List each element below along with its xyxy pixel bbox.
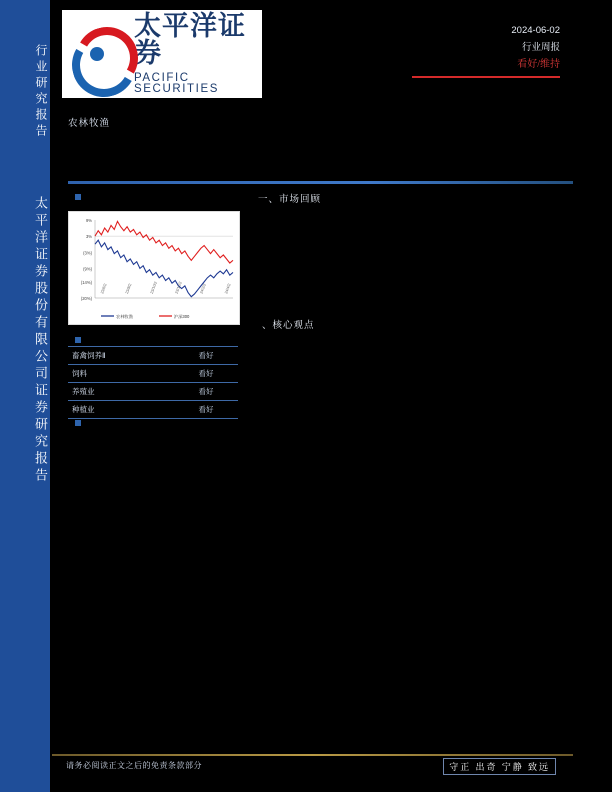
table-row (68, 365, 238, 383)
section-title-core-view: 、核心观点 (262, 321, 315, 331)
report-date: 2024-06-02 (511, 25, 560, 36)
table-row (68, 401, 238, 419)
svg-text:(20%): (20%) (80, 296, 92, 301)
svg-text:23/6/2: 23/6/2 (100, 283, 108, 295)
rating-industry-name: 饲料 (68, 365, 174, 383)
svg-text:23/8/2: 23/8/2 (124, 283, 133, 295)
sidebar-label-top: 行业研究报告 (34, 44, 48, 140)
rating-value: 看好 (174, 365, 238, 383)
rating-industry-name: 畜禽饲养Ⅱ (68, 347, 174, 365)
rating-value: 看好 (174, 347, 238, 365)
svg-text:(14%): (14%) (80, 279, 92, 285)
rating-industry-name: 种植业 (68, 401, 174, 419)
sidebar-band (0, 0, 50, 792)
svg-text:农林牧渔: 农林牧渔 (116, 313, 133, 319)
table-row (68, 383, 238, 401)
performance-chart (68, 211, 240, 325)
svg-text:24/4/2: 24/4/2 (224, 283, 232, 295)
svg-text:23/12/2: 23/12/2 (174, 281, 183, 295)
logo-text (134, 10, 262, 96)
svg-text:沪深300: 沪深300 (174, 313, 190, 319)
svg-text:(3%): (3%) (83, 250, 92, 256)
svg-text:3%: 3% (85, 234, 92, 240)
sidebar-label-bottom: 太平洋证券股份有限公司证券研究报告 (33, 196, 48, 485)
industry-rating-table (68, 346, 238, 419)
bullet-marker-3 (75, 420, 81, 426)
industry-label: 农林牧渔 (68, 119, 111, 129)
logo-box (62, 10, 262, 98)
rating-badge: 看好/维持 (517, 59, 560, 70)
header-meta (320, 22, 560, 78)
performance-chart-svg (69, 212, 239, 324)
svg-text:23/10/2: 23/10/2 (149, 281, 158, 295)
header-divider (68, 181, 573, 184)
footer-slogan: 守正 出奇 宁静 致远 (443, 758, 556, 775)
svg-text:(9%): (9%) (83, 266, 92, 272)
logo-chinese-name: 太平洋证券 (134, 10, 246, 68)
logo-english-name: PACIFIC SECURITIES (134, 71, 220, 95)
svg-text:24/2/2: 24/2/2 (199, 283, 207, 295)
bullet-marker-2 (75, 337, 81, 343)
rating-industry-name: 养殖业 (68, 383, 174, 401)
rating-value: 看好 (174, 383, 238, 401)
footer-divider (52, 754, 573, 756)
svg-text:9%: 9% (85, 218, 92, 223)
table-row (68, 347, 238, 365)
header-accent-rule (412, 76, 560, 78)
footer-disclaimer: 请务必阅读正文之后的免责条款部分 (66, 761, 202, 770)
pacific-securities-logo-icon (70, 25, 128, 83)
bullet-marker-1 (75, 194, 81, 200)
section-title-market-review: 一、市场回顾 (258, 195, 322, 205)
report-type: 行业周报 (521, 42, 560, 53)
rating-value: 看好 (174, 401, 238, 419)
